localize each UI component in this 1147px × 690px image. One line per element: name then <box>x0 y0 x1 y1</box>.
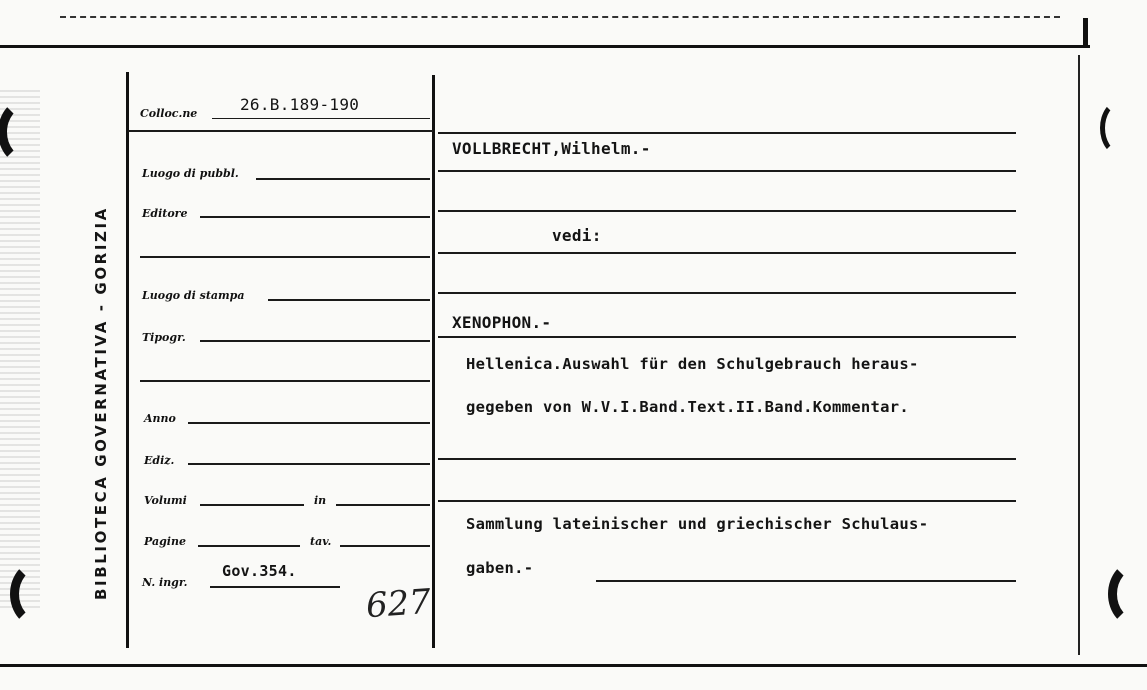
tipogr-line <box>200 340 430 342</box>
tav-line <box>340 545 430 547</box>
tav-label: tav. <box>310 535 332 548</box>
ediz-line <box>188 463 430 465</box>
punch-hole-bottom-left <box>10 560 68 628</box>
tipogr-label: Tipogr. <box>142 331 186 344</box>
right-rule-6 <box>438 336 1016 338</box>
right-rule-3 <box>438 210 1016 212</box>
anno-label: Anno <box>144 412 176 425</box>
ediz-label: Ediz. <box>144 454 175 467</box>
volumi-in-label: in <box>314 494 327 507</box>
n-ingr-label: N. ingr. <box>142 576 188 589</box>
card-top-edge <box>0 45 1090 48</box>
middle-column-rule <box>432 75 435 648</box>
luogo-pubbl-line <box>256 178 430 180</box>
punch-hole-top-left <box>0 98 56 166</box>
luogo-pubbl-label: Luogo di pubbl. <box>142 167 239 180</box>
left-top-rule <box>128 130 433 132</box>
tipogr-line-2 <box>140 380 430 382</box>
right-rule-2 <box>438 170 1016 172</box>
collocazione-line <box>212 118 430 119</box>
editore-line-2 <box>140 256 430 258</box>
top-dashed-edge <box>60 16 1060 18</box>
volumi-label: Volumi <box>144 494 187 507</box>
right-rule-9 <box>596 580 1016 582</box>
card-right-edge <box>1078 55 1080 655</box>
right-rule-4 <box>438 252 1016 254</box>
pagine-line <box>198 545 300 547</box>
series-line-1: Sammlung lateinischer und griechischer Schulaus- <box>466 515 929 533</box>
right-rule-8 <box>438 500 1016 502</box>
n-ingr-value: Gov.354. <box>222 562 297 580</box>
collocazione-value: 26.B.189-190 <box>240 95 360 114</box>
punch-hole-bottom-right <box>1108 560 1147 628</box>
editore-label: Editore <box>142 207 188 220</box>
collocazione-label: Colloc.ne <box>140 107 198 120</box>
library-vertical-heading: BIBLIOTECA GOVERNATIVA - GORIZIA <box>92 206 110 600</box>
right-rule-7 <box>438 458 1016 460</box>
handwritten-number: 627 <box>364 581 433 627</box>
volumi-in-line <box>336 504 430 506</box>
title-line-1: Hellenica.Auswahl für den Schulgebrauch heraus- <box>466 355 919 373</box>
vedi-reference: vedi: <box>552 226 602 245</box>
volumi-line <box>200 504 304 506</box>
left-column-rule <box>126 72 129 648</box>
anno-line <box>188 422 430 424</box>
series-line-2: gaben.- <box>466 559 534 577</box>
top-right-mark <box>1083 18 1088 48</box>
n-ingr-line <box>210 586 340 588</box>
luogo-stampa-line <box>268 299 430 301</box>
punch-hole-top-right <box>1100 100 1140 156</box>
pagine-label: Pagine <box>144 535 186 548</box>
scan-noise <box>0 90 40 610</box>
card-bottom-edge <box>0 664 1147 667</box>
author-heading: VOLLBRECHT,Wilhelm.- <box>452 139 651 158</box>
right-rule-1 <box>438 132 1016 134</box>
right-rule-5 <box>438 292 1016 294</box>
luogo-stampa-label: Luogo di stampa <box>142 289 245 302</box>
title-line-2: gegeben von W.V.I.Band.Text.II.Band.Kommentar. <box>466 398 910 416</box>
referenced-author: XENOPHON.- <box>452 313 552 332</box>
editore-line <box>200 216 430 218</box>
